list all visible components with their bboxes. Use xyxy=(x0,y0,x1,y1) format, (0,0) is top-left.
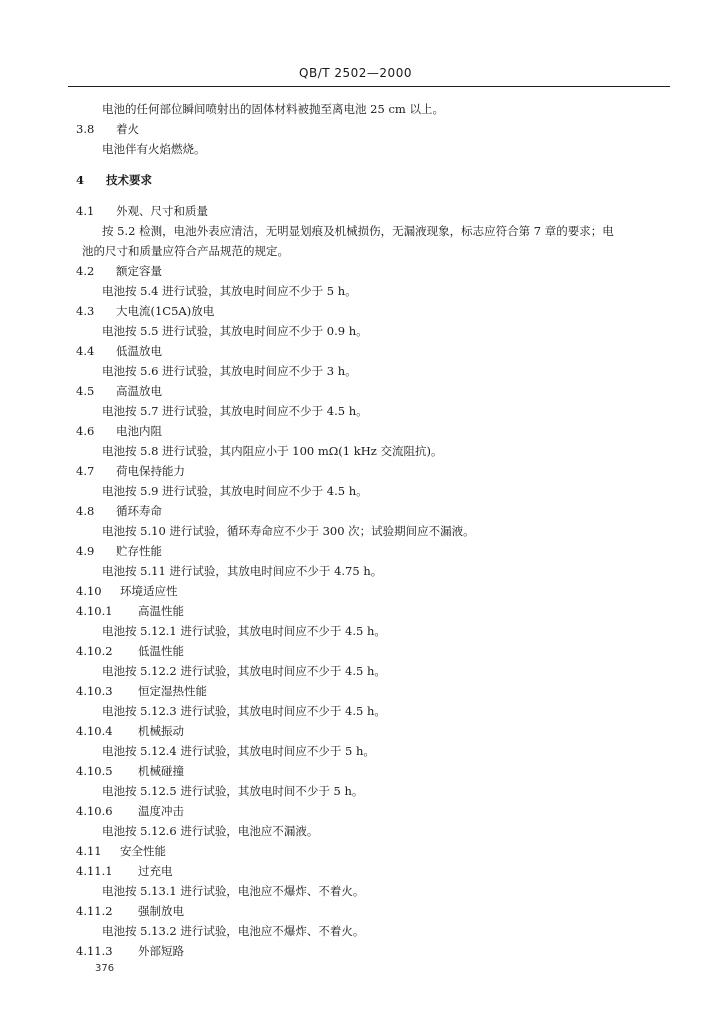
paragraph-line xyxy=(0,221,711,241)
section-title: 外观、尺寸和质量 xyxy=(116,204,208,218)
body-text: 电池按 5.8 进行试验，其内阻应小于 100 mΩ(1 kHz 交流阻抗)。 xyxy=(102,444,443,458)
section-title: 电池内阻 xyxy=(116,424,162,438)
paragraph-line xyxy=(0,361,711,381)
section-number: 4.11 xyxy=(76,844,102,858)
body-text: 电池按 5.12.1 进行试验，其放电时间应不少于 4.5 h。 xyxy=(102,624,386,638)
body-text: 电池的任何部位瞬间喷射出的固体材料被抛至离电池 25 cm 以上。 xyxy=(102,102,444,116)
body-text: 电池伴有火焰燃烧。 xyxy=(102,142,206,156)
section-number: 4.3 xyxy=(76,304,95,318)
section-heading xyxy=(0,861,711,881)
body-text: 电池按 5.10 进行试验，循环寿命应不少于 300 次；试验期间应不漏液。 xyxy=(102,524,475,538)
section-number: 4.11.2 xyxy=(76,904,113,918)
spacer xyxy=(0,191,711,201)
paragraph-line xyxy=(0,621,711,641)
paragraph-line xyxy=(0,481,711,501)
chapter-number: 4 xyxy=(76,173,85,187)
section-title: 高温性能 xyxy=(138,604,184,618)
paragraph-line xyxy=(0,701,711,721)
section-heading xyxy=(0,301,711,321)
section-heading xyxy=(0,421,711,441)
paragraph-line xyxy=(0,321,711,341)
section-heading xyxy=(0,341,711,361)
section-number: 4.10.1 xyxy=(76,604,113,618)
section-title: 温度冲击 xyxy=(138,804,184,818)
section-number: 4.5 xyxy=(76,384,95,398)
body-text: 电池按 5.12.4 进行试验，其放电时间应不少于 5 h。 xyxy=(102,744,375,758)
paragraph-line xyxy=(0,521,711,541)
section-number: 4.10.2 xyxy=(76,644,113,658)
section-number: 4.10.3 xyxy=(76,684,113,698)
body-text: 电池按 5.4 进行试验，其放电时间应不少于 5 h。 xyxy=(102,284,357,298)
body-text: 电池按 5.12.3 进行试验，其放电时间应不少于 4.5 h。 xyxy=(102,704,386,718)
section-title: 机械振动 xyxy=(138,724,184,738)
section-number: 4.2 xyxy=(76,264,95,278)
body-text: 电池按 5.11 进行试验，其放电时间应不少于 4.75 h。 xyxy=(102,564,383,578)
body-text: 电池按 5.13.1 进行试验，电池应不爆炸、不着火。 xyxy=(102,884,365,898)
paragraph-line xyxy=(0,241,711,261)
body-text: 电池按 5.13.2 进行试验，电池应不爆炸、不着火。 xyxy=(102,924,365,938)
section-number: 4.1 xyxy=(76,204,95,218)
section-heading xyxy=(0,381,711,401)
paragraph-line xyxy=(0,821,711,841)
section-heading xyxy=(0,841,711,861)
section-title: 恒定湿热性能 xyxy=(138,684,207,698)
body-text: 电池按 5.12.5 进行试验，其放电时间不少于 5 h。 xyxy=(102,784,364,798)
page-number: 376 xyxy=(95,963,115,974)
section-title: 低温放电 xyxy=(116,344,162,358)
body-text: 电池按 5.12.2 进行试验，其放电时间应不少于 4.5 h。 xyxy=(102,664,386,678)
section-heading xyxy=(0,681,711,701)
section-title: 安全性能 xyxy=(120,844,166,858)
paragraph-line xyxy=(0,921,711,941)
section-title: 循环寿命 xyxy=(116,504,162,518)
body-text: 电池按 5.9 进行试验，其放电时间应不少于 4.5 h。 xyxy=(102,484,368,498)
section-heading xyxy=(0,201,711,221)
section-heading xyxy=(0,601,711,621)
section-heading xyxy=(0,901,711,921)
body-text: 电池按 5.12.6 进行试验，电池应不漏液。 xyxy=(102,824,319,838)
section-number: 4.8 xyxy=(76,504,95,518)
section-heading xyxy=(0,721,711,741)
section-title: 额定容量 xyxy=(116,264,162,278)
paragraph-line xyxy=(0,441,711,461)
section-number: 4.10 xyxy=(76,584,102,598)
section-heading xyxy=(0,801,711,821)
section-title: 过充电 xyxy=(138,864,173,878)
section-heading xyxy=(0,261,711,281)
document-body xyxy=(0,99,711,961)
paragraph-line xyxy=(0,139,711,159)
section-heading xyxy=(0,641,711,661)
section-title: 荷电保持能力 xyxy=(116,464,185,478)
section-title: 大电流(1C5A)放电 xyxy=(116,304,215,318)
paragraph-line xyxy=(0,99,711,119)
paragraph-line xyxy=(0,561,711,581)
section-number: 4.10.6 xyxy=(76,804,113,818)
section-title: 强制放电 xyxy=(138,904,184,918)
section-title: 贮存性能 xyxy=(116,544,162,558)
section-number: 4.6 xyxy=(76,424,95,438)
section-number: 4.10.5 xyxy=(76,764,113,778)
section-heading xyxy=(0,941,711,961)
section-number: 3.8 xyxy=(76,122,95,136)
section-number: 4.10.4 xyxy=(76,724,113,738)
section-number: 4.11.3 xyxy=(76,944,113,958)
chapter-heading xyxy=(0,169,711,191)
section-heading xyxy=(0,541,711,561)
body-text: 按 5.2 检测，电池外表应清洁，无明显划痕及机械损伤，无漏液现象，标志应符合第 7 章的要求；电 xyxy=(102,224,614,238)
section-heading xyxy=(0,119,711,139)
section-heading xyxy=(0,461,711,481)
paragraph-line xyxy=(0,661,711,681)
section-title: 环境适应性 xyxy=(120,584,178,598)
section-title: 高温放电 xyxy=(116,384,162,398)
document-code: QB/T 2502—2000 xyxy=(299,66,412,80)
section-heading xyxy=(0,501,711,521)
header-rule xyxy=(68,86,670,87)
body-text: 池的尺寸和质量应符合产品规范的规定。 xyxy=(82,244,289,258)
paragraph-line xyxy=(0,281,711,301)
body-text: 电池按 5.7 进行试验，其放电时间应不少于 4.5 h。 xyxy=(102,404,368,418)
section-number: 4.11.1 xyxy=(76,864,113,878)
section-title: 外部短路 xyxy=(138,944,184,958)
paragraph-line xyxy=(0,781,711,801)
section-title: 低温性能 xyxy=(138,644,184,658)
paragraph-line xyxy=(0,401,711,421)
chapter-title: 技术要求 xyxy=(106,173,152,187)
body-text: 电池按 5.5 进行试验，其放电时间应不少于 0.9 h。 xyxy=(102,324,368,338)
paragraph-line xyxy=(0,741,711,761)
section-number: 4.9 xyxy=(76,544,95,558)
section-title: 着火 xyxy=(116,122,139,136)
section-number: 4.7 xyxy=(76,464,95,478)
spacer xyxy=(0,159,711,169)
section-heading xyxy=(0,581,711,601)
body-text: 电池按 5.6 进行试验，其放电时间应不少于 3 h。 xyxy=(102,364,357,378)
paragraph-line xyxy=(0,881,711,901)
section-title: 机械碰撞 xyxy=(138,764,184,778)
section-number: 4.4 xyxy=(76,344,95,358)
section-heading xyxy=(0,761,711,781)
